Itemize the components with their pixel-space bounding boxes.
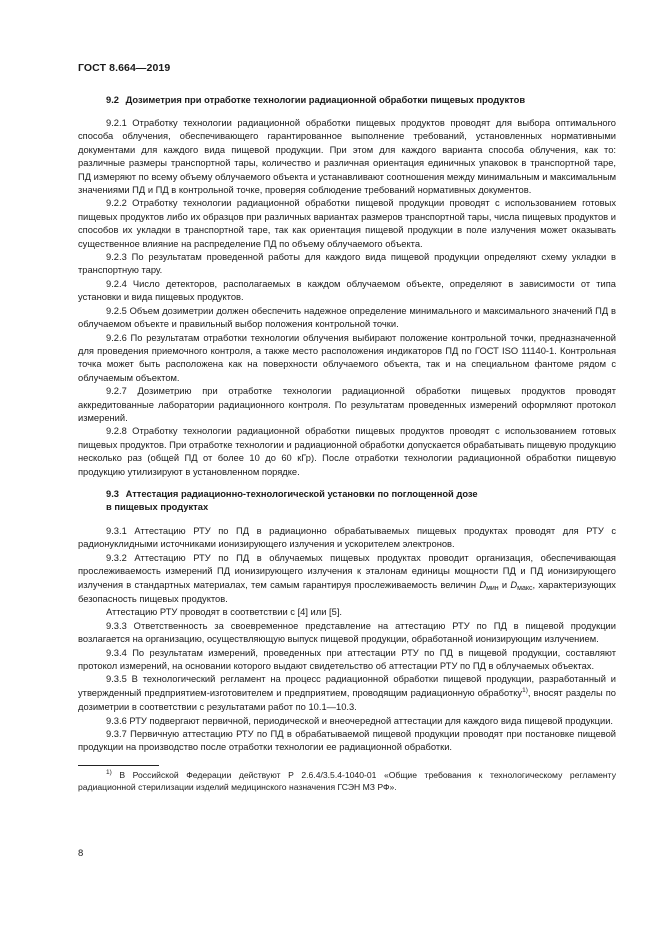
paragraph-9-3-2 <box>78 552 616 607</box>
footnote-mark: 1) <box>106 768 112 776</box>
paragraph-9-3-2-note: Аттестацию РТУ проводят в соответствии с [4] или [5]. <box>106 607 343 618</box>
paragraph-9-3-6: 9.3.6 РТУ подвергают первичной, периодической и внеочередной аттестации для каждого вида пищевой продукции. <box>106 715 614 726</box>
footnote-reference[interactable]: 1) <box>522 686 528 694</box>
footnote-divider <box>78 765 159 766</box>
section-title-line1: Аттестация радиационно-технологической установки по поглощенной дозе <box>125 488 478 499</box>
paragraph-9-2-1: 9.2.1 Отработку технологии радиационной обработки пищевых продуктов проводят для выбора оптимального способа облучения, обеспечивающего гарантированное выполнение требований, установленных нормативными документами для каждого вида пищевой продукции. При этом для каждого варианта способа облучения, как то: различные размеры транспортной тары, количество и различная ориентация единичных упаковок в транспортной таре, ПД измеряют по всему объему облучаемого объекта и устанавливают соотношения между минимальным и максимальным значениями ПД и ПД в контрольной точке, проверяя соблюдение требований нормативных документов. <box>78 118 616 196</box>
document-header: ГОСТ 8.664—2019 <box>78 62 171 74</box>
section-number: 9.2 <box>106 95 119 105</box>
text-run: , вносят разделы по дозиметрии в соответствии с результатами работ по 10.1—10.3. <box>78 687 616 713</box>
text-run: 9.3.5 В технологический регламент на процесс радиационной обработки пищевой продукции, разработанный и утвержденный предприятием-изготовителем и предприятием, проводящим радиационную обработку <box>78 674 616 698</box>
paragraph-9-2-4: 9.2.4 Число детекторов, располагаемых в каждом облучаемом объекте, определяют в зависимости от типа установки и вида пищевых продуктов. <box>78 278 616 303</box>
paragraph-9-2-6: 9.2.6 По результатам отработки технологии облучения выбирают положение контрольной точки, предназначенной для проведения приемочного контроля, а также место расположения индикаторов ПД по ГОСТ ISO 11140-1. Контрольная точка может быть расположена как на поверхности облучаемого объекта, так и на специальном фантоме рядом с облучаемым объектом. <box>78 332 616 383</box>
text-run: 9.3.2 Аттестацию РТУ по ПД в облучаемых пищевых продуктах проводит организация, обеспечивающая прослеживаемость измерений ПД ионизирующего излучения к эталонам единицы мощности ПД и ПД ионизирующего излучения в стандартных материалах, тем самым гарантируя прослеживаемость величин <box>78 552 616 590</box>
symbol-d: D <box>510 579 518 590</box>
symbol-d: D <box>479 579 487 590</box>
paragraph-9-2-3: 9.2.3 По результатам проведенной работы для каждого вида пищевой продукции определяют схему укладки в транспортную тару. <box>78 252 616 276</box>
paragraph-9-2-8: 9.2.8 Отработку технологии радиационной обработки пищевых продуктов проводят с использованием готовых пищевых продуктов. При отработке технологии и радиационной обработки допускается обрабатывать пищевую продукцию несколько раз (общей ПД от более 10 до 60 кГр). После отработки технологии радиационной обработки пищевую продукцию утилизируют в установленном порядке. <box>78 426 616 477</box>
paragraph-9-2-7: 9.2.7 Дозиметрию при отработке технологии радиационной обработки пищевых продуктов проводят аккредитованные лаборатории радиационного контроля. По результатам проведенных измерений оформляют протокол измерений. <box>78 386 616 423</box>
subscript-max: макс <box>517 584 533 592</box>
text-run: , характеризующих безопасность пищевых продуктов. <box>78 579 616 604</box>
section-title-line2: в пищевых продуктах <box>106 501 209 512</box>
paragraph-9-2-2: 9.2.2 Отработку технологии радиационной обработки пищевой продукции проводят с использованием готовых пищевых продуктов либо их образцов при различных вариантах размеров транспортной тары, числа пищевых продуктов и способов их укладки в транспортной таре, так как ориентация пищевой продукции в поле излучения может оказывать существенное влияние на распределение ПД по объему облучаемого объекта. <box>78 198 616 249</box>
document-body <box>78 94 616 794</box>
subscript-min: мин <box>486 584 499 592</box>
page-number: 8 <box>78 848 84 859</box>
section-heading-9-3 <box>78 488 616 514</box>
section-title: Дозиметрия при отработке технологии радиационной обработки пищевых продуктов <box>125 95 526 105</box>
paragraph-9-3-1: 9.3.1 Аттестацию РТУ по ПД в радиационно обрабатываемых пищевых продуктах проводят для РТУ с радионуклидными источниками ионизирующего излучения и ускорителем электронов. <box>78 525 616 550</box>
section-heading-9-2 <box>78 94 616 107</box>
paragraph-9-3-7: 9.3.7 Первичную аттестацию РТУ по ПД в обрабатываемой пищевой продукции проводят при постановке пищевой продукции на производство после отработки технологии ее радиационной обработки. <box>78 729 616 753</box>
footnote-text: В Российской Федерации действуют Р 2.6.4/3.5.4-1040-01 «Общие требования к технологическому регламенту радиационной стерилизации изделий медицинского назначения ГСЭН МЗ РФ». <box>78 769 616 793</box>
paragraph-9-3-3: 9.3.3 Ответственность за своевременное представление на аттестацию РТУ по ПД в пищевой продукции возлагается на организацию, осуществляющую выпуск пищевой продукции, обработанной ионизирующим излучением. <box>78 620 616 645</box>
paragraph-9-3-4: 9.3.4 По результатам измерений, проведенных при аттестации РТУ по ПД в пищевой продукции, составляют протокол измерений, на основании которого выдают свидетельство об аттестации РТУ по ПД в облучаемых объектах. <box>78 647 616 672</box>
paragraph-9-3-5 <box>78 673 616 714</box>
footnote <box>78 770 616 794</box>
section-number: 9.3 <box>106 488 119 499</box>
text-run: и <box>498 579 511 590</box>
paragraph-9-2-5: 9.2.5 Объем дозиметрии должен обеспечить надежное определение минимального и максимального значений ПД в облучаемом объекте и правильный выбор положения контрольной точки. <box>78 305 616 330</box>
